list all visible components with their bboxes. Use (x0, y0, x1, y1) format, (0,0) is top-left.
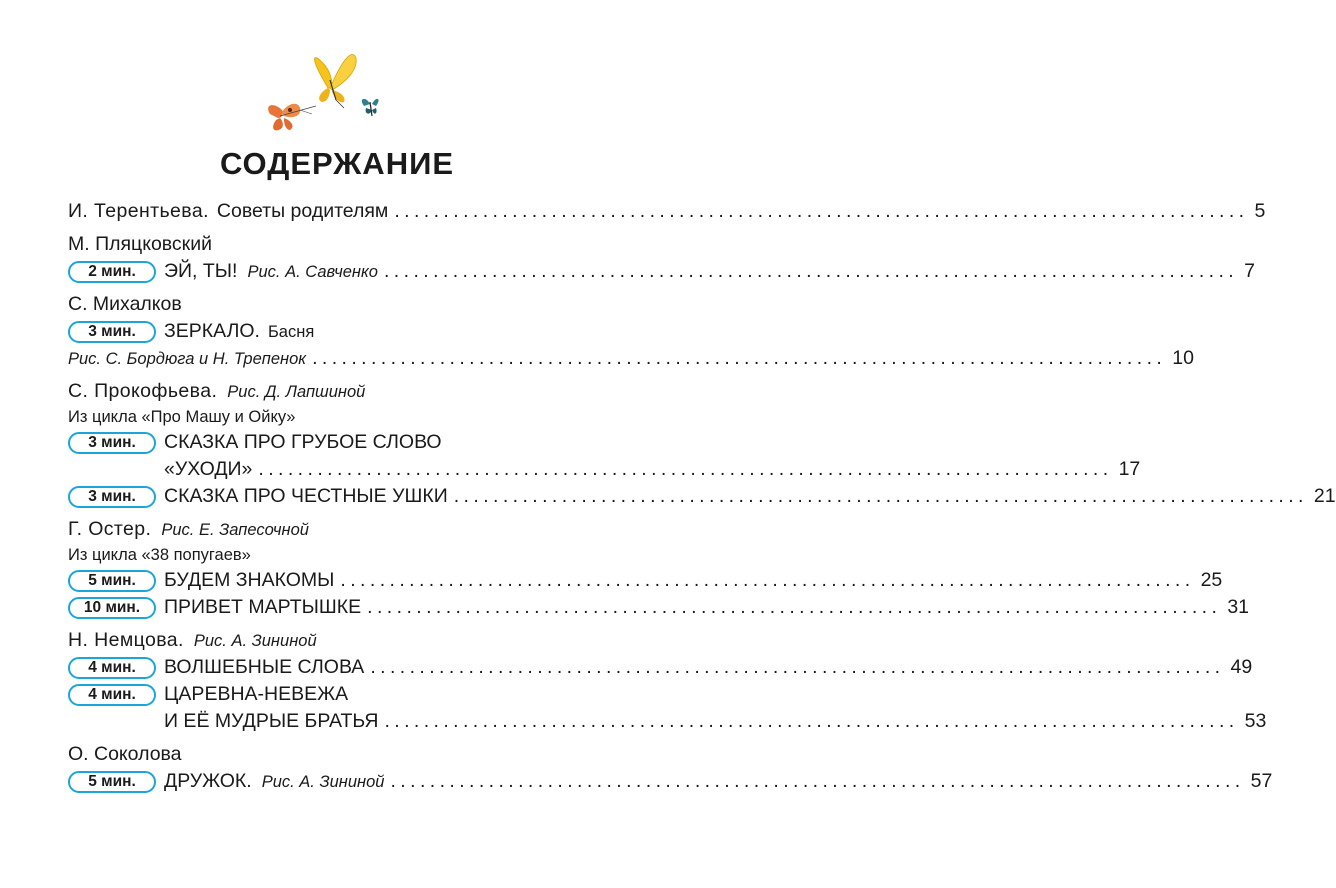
story-title: СКАЗКА ПРО ЧЕСТНЫЕ УШКИ (164, 485, 448, 507)
story-title: ДРУЖОК. (164, 770, 252, 792)
story-title: ЭЙ, ТЫ! (164, 260, 238, 282)
toc-entry[interactable] (68, 654, 1253, 681)
butterfly-yellow-icon (314, 55, 356, 108)
toc-entry-continued[interactable] (68, 708, 1267, 735)
toc-entry-continued[interactable] (68, 456, 1141, 483)
reading-time-badge: 3 мин. (68, 321, 156, 343)
leader-dots: ....................................................................................... (453, 485, 1308, 507)
leader-dots: ....................................................................................... (312, 347, 1167, 369)
reading-time-badge: 3 мин. (68, 432, 156, 454)
reading-time-badge: 4 мин. (68, 684, 156, 706)
leader-dots: ....................................................................................... (390, 770, 1245, 792)
entry-author: М. Пляцковский (68, 233, 213, 255)
leader-dots: ....................................................................................... (394, 200, 1249, 222)
butterfly-small-blue-icon (362, 99, 379, 116)
story-title: ПРИВЕТ МАРТЫШКЕ (164, 596, 362, 618)
toc-entry[interactable] (68, 198, 1266, 225)
illustrator: Рис. С. Бордюга и Н. Трепенок (68, 350, 307, 368)
entry-author: Г. Остер. (68, 518, 152, 540)
illustrator: Рис. А. Савченко (247, 263, 378, 281)
page-title: СОДЕРЖАНИЕ (219, 146, 455, 181)
toc-entry[interactable] (68, 429, 580, 456)
entry-author: Н. Немцова. (68, 629, 184, 651)
leader-dots: ....................................................................................... (370, 656, 1225, 678)
page-number: 21 (1313, 485, 1336, 507)
story-title: ВОЛШЕБНЫЕ СЛОВА (164, 656, 365, 678)
page-number: 53 (1244, 710, 1267, 732)
entry-author: И. Терентьева. (68, 200, 209, 222)
toc-entry[interactable] (68, 483, 1336, 510)
leader-dots: ....................................................................................... (258, 458, 1113, 480)
page-number: 57 (1250, 770, 1273, 792)
toc-entry[interactable] (68, 318, 580, 345)
butterflies-illustration (260, 48, 390, 140)
cycle-note: Из цикла «Про Машу и Ойку» (68, 408, 296, 426)
toc-entry[interactable] (68, 768, 1273, 795)
toc-entry[interactable] (68, 681, 580, 708)
leader-dots: ....................................................................................... (383, 260, 1239, 282)
page-number: 25 (1200, 569, 1223, 591)
butterfly-orange-icon (268, 104, 316, 131)
illustrator: Рис. А. Зининой (261, 773, 385, 791)
toc-entry[interactable] (68, 594, 1250, 621)
toc-entry-continued[interactable] (68, 345, 1194, 372)
entry-author: С. Михалков (68, 293, 182, 315)
story-title: СКАЗКА ПРО ГРУБОЕ СЛОВО (164, 431, 442, 453)
reading-time-badge: 10 мин. (68, 597, 156, 619)
toc-entry[interactable] (68, 567, 1223, 594)
toc-entry[interactable] (68, 258, 1255, 285)
story-title: ЦАРЕВНА-НЕВЕЖА (164, 683, 349, 705)
page-number: 10 (1172, 347, 1194, 369)
reading-time-badge: 4 мин. (68, 657, 156, 679)
author-line (68, 516, 580, 543)
reading-time-badge: 2 мин. (68, 261, 156, 283)
leader-dots: ....................................................................................... (384, 710, 1239, 732)
story-title: ЗЕРКАЛО. (164, 320, 260, 342)
page-number: 7 (1244, 260, 1255, 282)
leader-dots: ....................................................................................... (340, 569, 1195, 591)
reading-time-badge: 3 мин. (68, 486, 156, 508)
story-title: БУДЕМ ЗНАКОМЫ (164, 569, 335, 591)
story-title-cont: И ЕЁ МУДРЫЕ БРАТЬЯ (164, 710, 379, 732)
page-number: 5 (1254, 200, 1266, 222)
page-number: 31 (1227, 596, 1250, 618)
page-number: 49 (1230, 656, 1253, 678)
leader-dots: ....................................................................................... (367, 596, 1222, 618)
illustrator: Рис. Д. Лапшиной (227, 383, 366, 401)
author-line (68, 378, 580, 405)
author-line (68, 627, 580, 654)
reading-time-badge: 5 мин. (68, 570, 156, 592)
story-title-cont: «УХОДИ» (164, 458, 253, 480)
story-genre: Басня (267, 323, 315, 341)
cycle-note: Из цикла «38 попугаев» (68, 546, 251, 564)
entry-author: О. Соколова (68, 743, 182, 765)
illustrator: Рис. А. Зининой (193, 632, 317, 650)
entry-title: Советы родителям (216, 200, 389, 222)
reading-time-badge: 5 мин. (68, 771, 156, 793)
page-number: 17 (1118, 458, 1141, 480)
entry-author: С. Прокофьева. (68, 380, 218, 402)
table-of-contents (68, 198, 1336, 795)
illustrator: Рис. Е. Запесочной (161, 521, 309, 539)
